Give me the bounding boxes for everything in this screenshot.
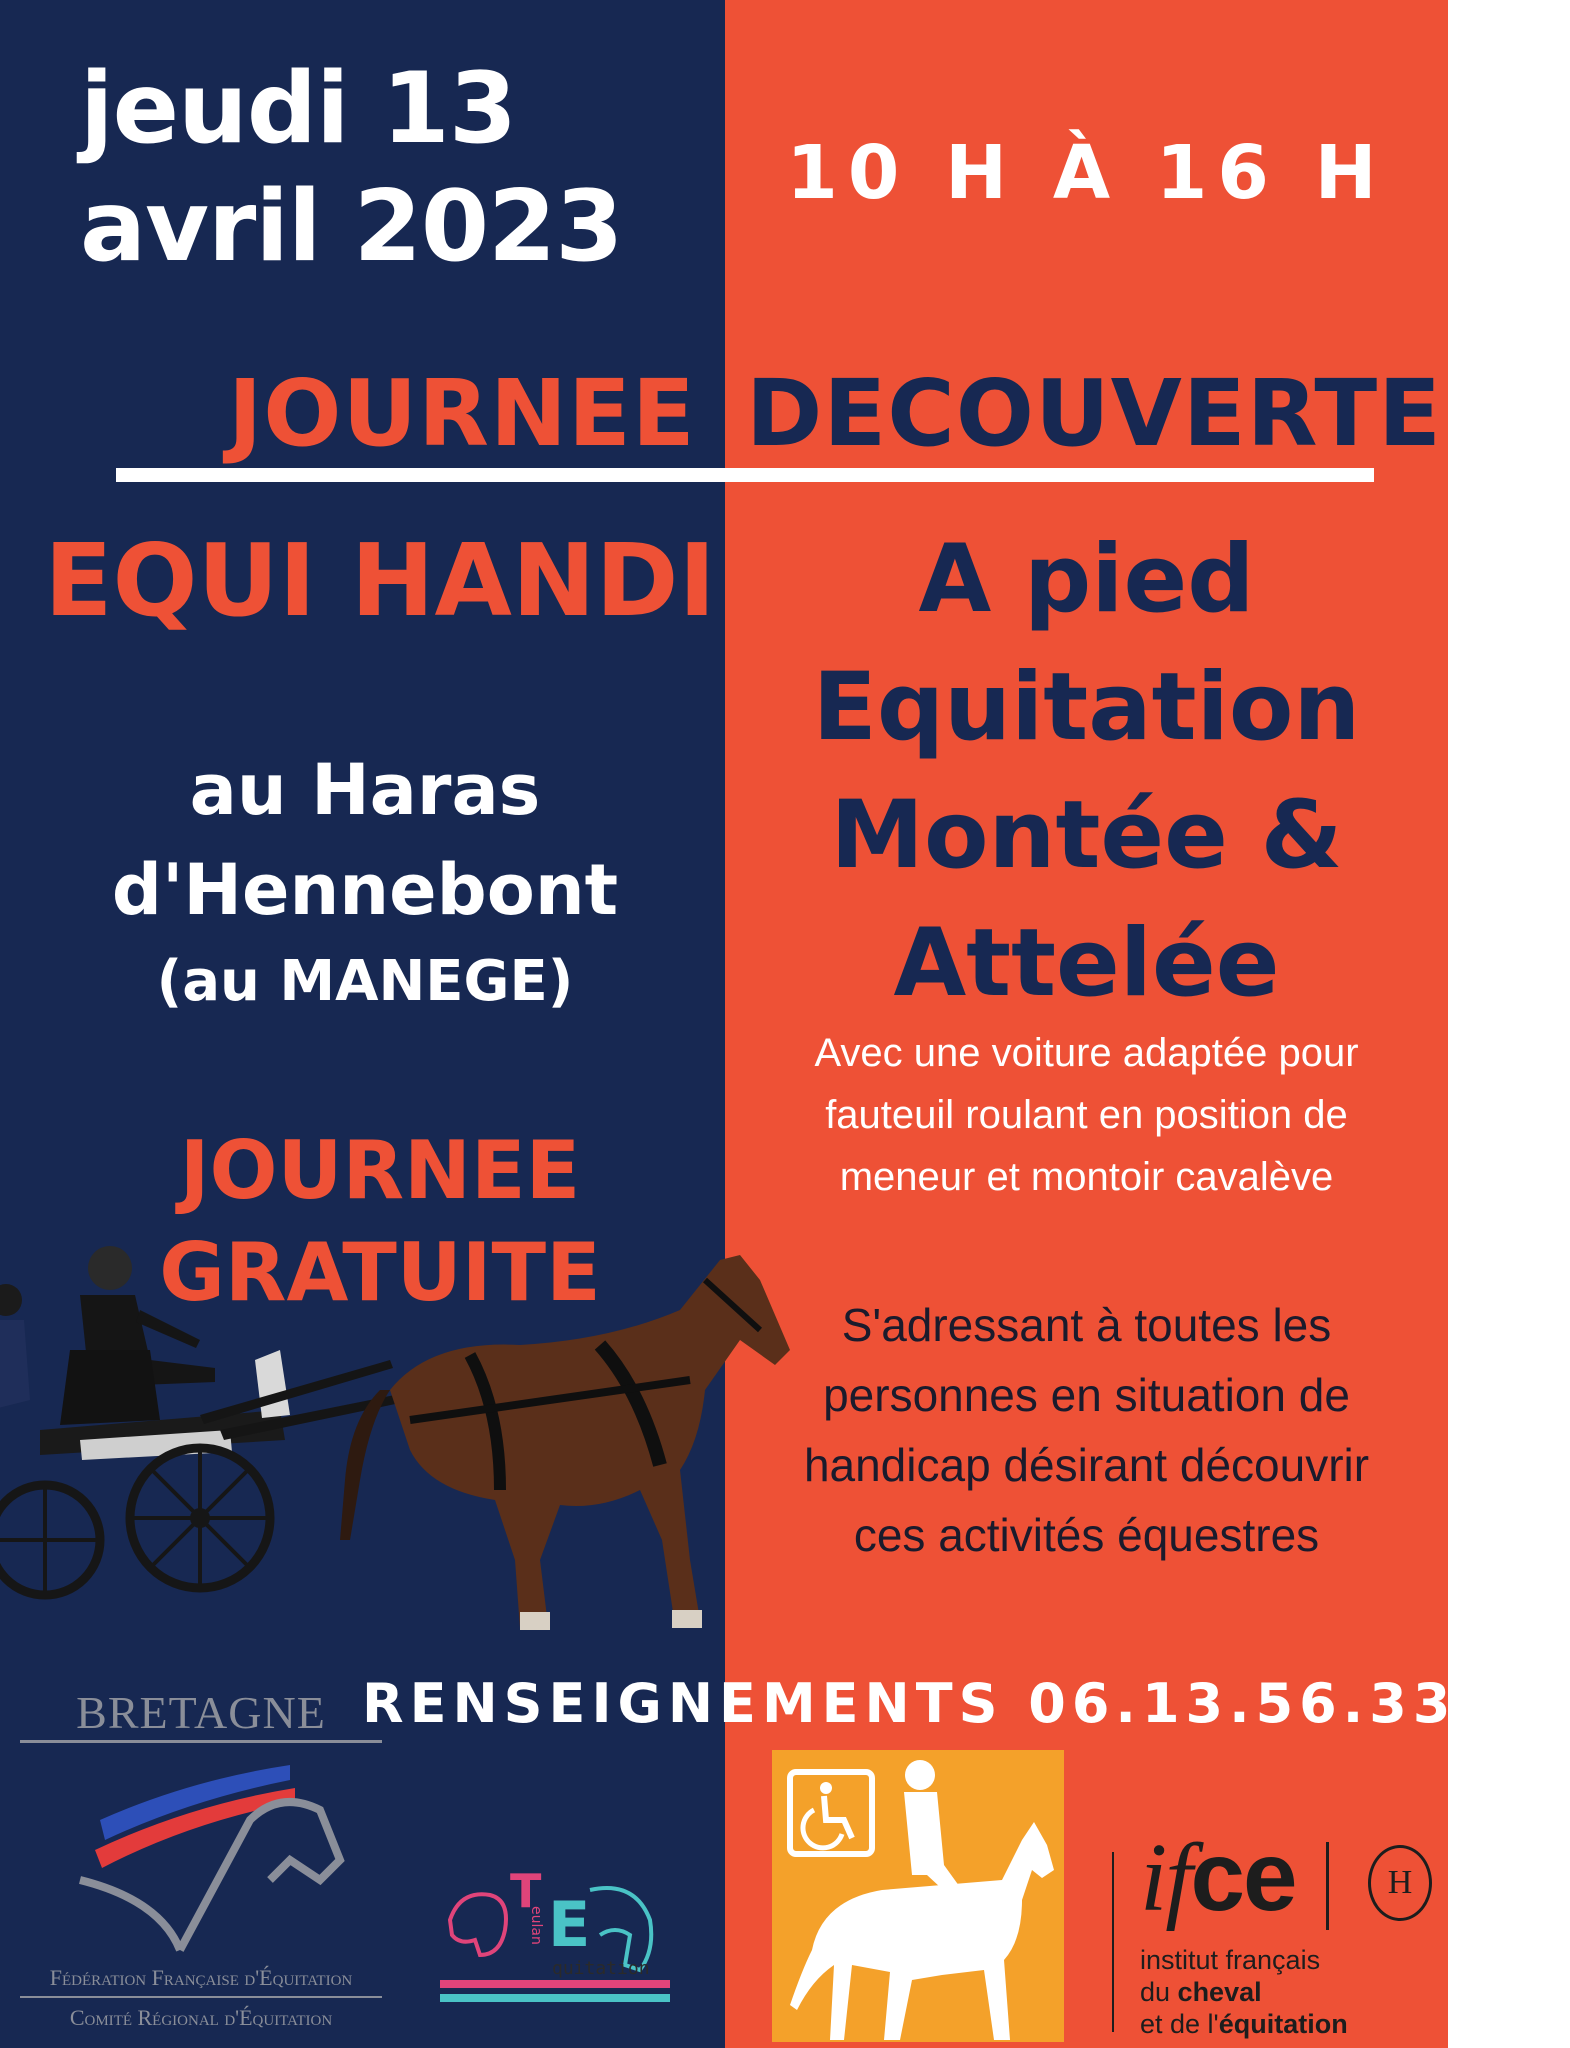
vehicle-line-1: Avec une voiture adaptée pour xyxy=(814,1031,1359,1075)
activity-2: Equitation xyxy=(812,653,1361,762)
venue xyxy=(20,740,710,1024)
venue-line-1: au Haras xyxy=(189,749,541,831)
vehicle-line-3: meneur et montoir cavalève xyxy=(839,1155,1334,1199)
ffe-horse-head-logo xyxy=(40,1750,360,1950)
ifce-word-italic: if xyxy=(1140,1824,1191,1932)
event-date xyxy=(80,50,622,286)
ifce-word-bold: ce xyxy=(1190,1821,1296,1931)
audience-line-2: personnes en situation de xyxy=(823,1369,1350,1421)
date-line-2: avril 2023 xyxy=(80,170,623,284)
banner-word-journee: JOURNEE xyxy=(228,360,696,467)
date-line-1: jeudi 13 xyxy=(80,52,517,166)
audience-info xyxy=(725,1290,1448,1570)
ifce-line-2a: du xyxy=(1140,1977,1178,2007)
free-line-2: GRATUITE xyxy=(159,1226,601,1319)
teulan-letter-t: T xyxy=(510,1864,542,1918)
contact-info: RENSEIGNEMENTS 06.13.56.33.50 xyxy=(362,1672,1570,1735)
ffe-text-divider xyxy=(20,1996,382,1998)
handi-riding-badge xyxy=(772,1750,1064,2042)
activity-1: A pied xyxy=(918,525,1255,634)
teulan-word: quitation xyxy=(552,1958,650,1979)
ffe-divider xyxy=(20,1740,382,1743)
ffe-line-1: Fédération Française d'Équitation xyxy=(49,1965,353,1990)
event-hours: 10 H À 16 H xyxy=(786,130,1387,216)
ifce-line-3a: et de l' xyxy=(1140,2009,1219,2039)
audience-line-1: S'adressant à toutes les xyxy=(841,1299,1332,1351)
event-title: EQUI HANDI xyxy=(44,522,716,639)
teulan-letter-e: E xyxy=(548,1888,591,1961)
banner-word-decouverte: DECOUVERTE xyxy=(746,360,1443,467)
teulan-vertical: eulan xyxy=(528,1906,544,1945)
ifce-line-2b: cheval xyxy=(1177,1977,1262,2007)
activities xyxy=(725,516,1448,1028)
ifce-wordmark xyxy=(1140,1820,1295,1934)
ffe-text xyxy=(20,1958,382,2038)
free-line-1: JOURNEE xyxy=(179,1124,581,1217)
vehicle-line-2: fauteuil roulant en position de xyxy=(825,1093,1348,1137)
banner-divider xyxy=(116,468,1374,482)
ifce-line-3 xyxy=(1140,2008,1348,2040)
horse-carriage-photo xyxy=(0,1240,800,1660)
venue-line-3: (au MANEGE) xyxy=(156,949,574,1014)
ffe-region-label: BRETAGNE xyxy=(76,1687,326,1738)
ifce-wordmark-divider xyxy=(1326,1842,1329,1930)
ifce-line-3b: équitation xyxy=(1218,2009,1348,2039)
activity-3: Montée & xyxy=(830,781,1343,890)
ifce-separator xyxy=(1112,1852,1114,2032)
ifce-subtitle xyxy=(1140,1944,1348,2040)
teulan-logo xyxy=(440,1860,680,2020)
ifce-seal-icon: H xyxy=(1368,1845,1432,1921)
ffe-line-2: Comité Régional d'Équitation xyxy=(69,2005,333,2030)
ifce-line-2 xyxy=(1140,1976,1348,2008)
audience-line-3: handicap désirant découvrir xyxy=(803,1439,1370,1491)
activity-4: Attelée xyxy=(893,909,1280,1018)
ifce-line-1: institut français xyxy=(1140,1945,1321,1975)
venue-line-2: d'Hennebont xyxy=(111,849,619,931)
audience-line-4: ces activités équestres xyxy=(853,1509,1320,1561)
vehicle-info xyxy=(725,1022,1448,1208)
